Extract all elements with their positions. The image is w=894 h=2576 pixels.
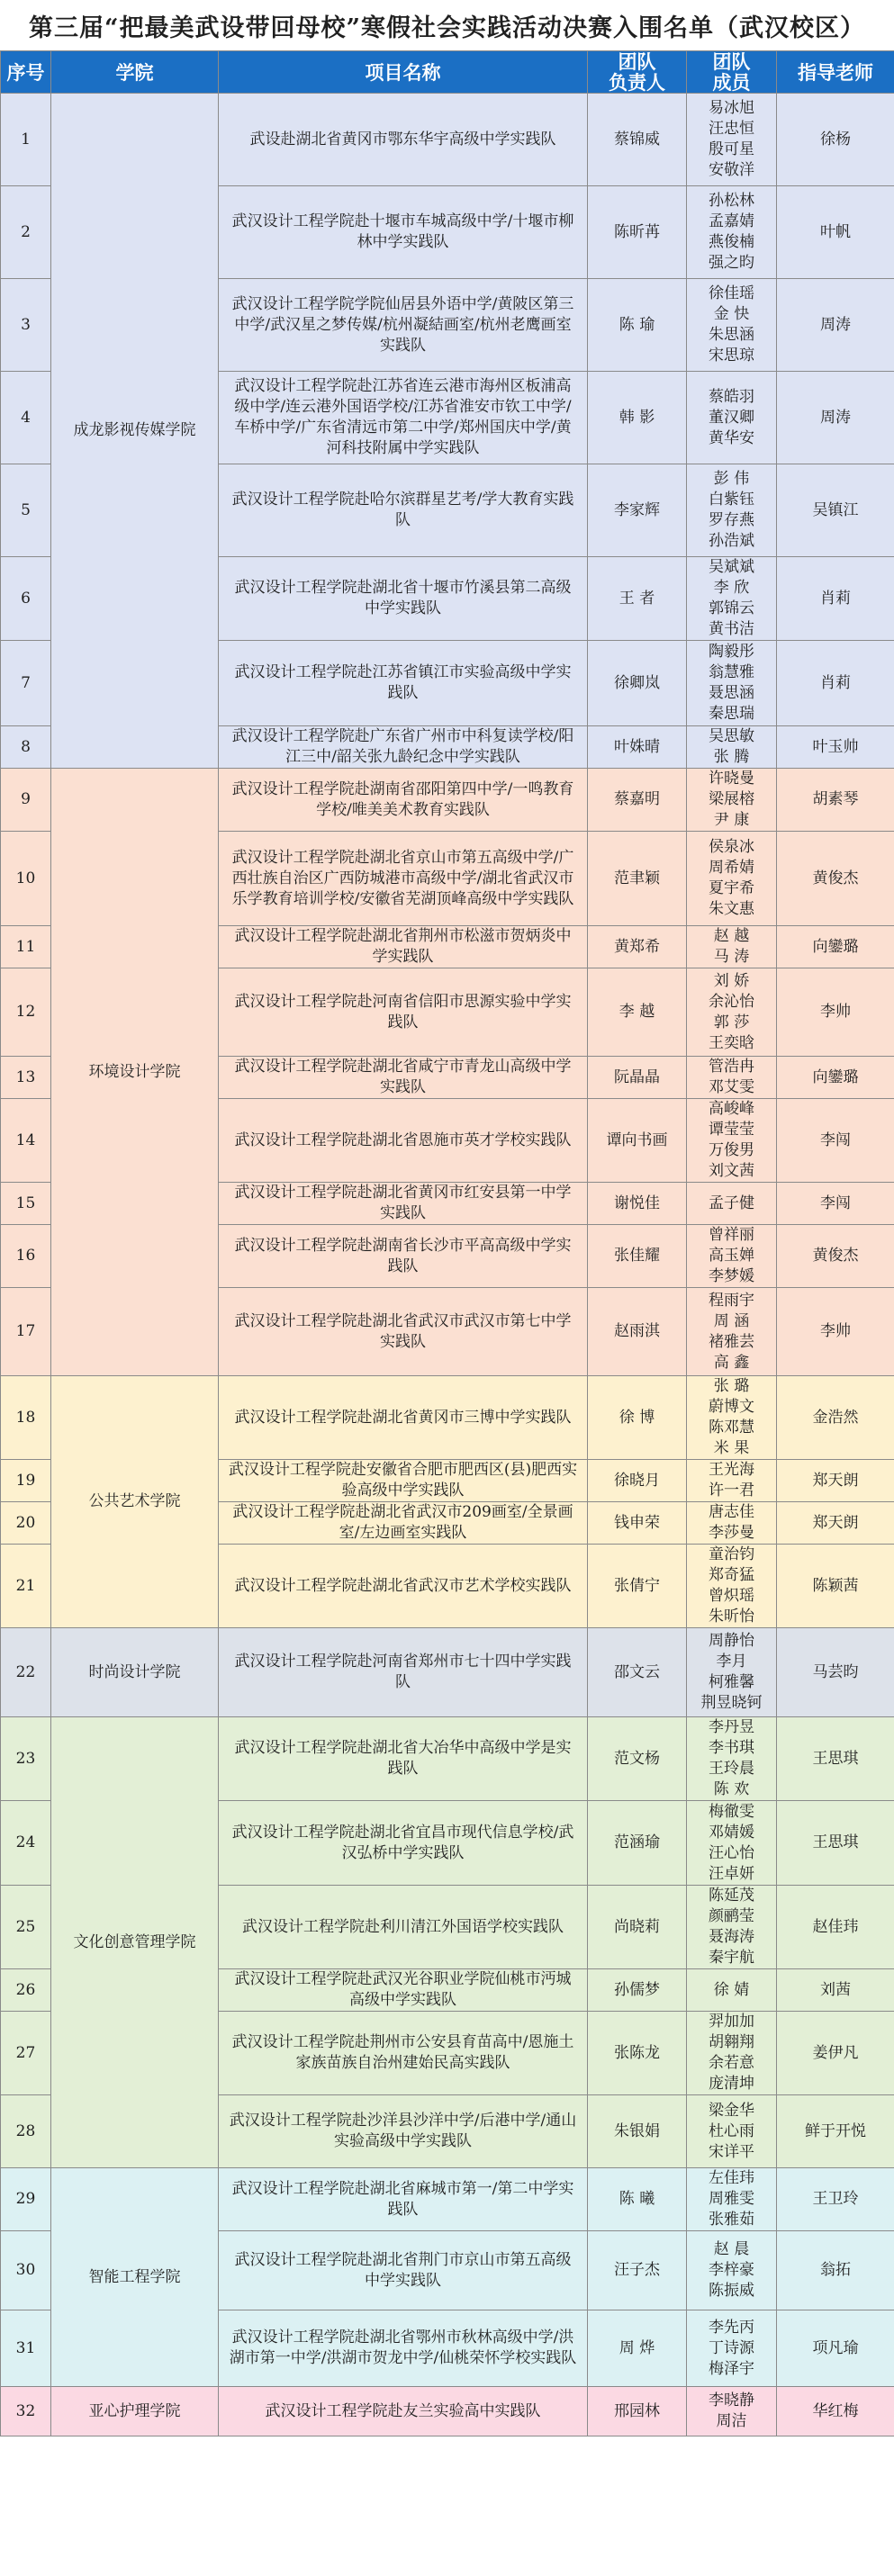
team-members [687,1969,777,2012]
member-name: 唐志佳 [709,1503,754,1521]
teacher-name: 黄俊杰 [777,832,894,926]
project-name: 武汉设计工程学院赴湖北省咸宁市青龙山高级中学实践队 [219,1057,588,1099]
member-name: 宋思琼 [709,347,754,365]
member-name: 梅徹雯 [709,1802,754,1821]
table-row [1,1376,894,1460]
member-name: 马 涛 [713,948,750,966]
team-leader: 徐晓月 [588,1460,687,1502]
teacher-name: 金浩然 [777,1376,894,1460]
team-leader: 张倩宁 [588,1545,687,1628]
member-name: 孙松林 [709,192,754,210]
teacher-name: 刘茜 [777,1969,894,2012]
project-name: 武汉设计工程学院赴安徽省合肥市肥西区(县)肥西实验高级中学实践队 [219,1460,588,1502]
teacher-name: 叶玉帅 [777,726,894,769]
project-name: 武汉设计工程学院赴湖北省大冶华中高级中学是实践队 [219,1717,588,1801]
member-name: 李 欣 [713,579,750,597]
header-teacher: 指导老师 [777,51,894,94]
project-name: 武汉设计工程学院赴湖北省黄冈市三博中学实践队 [219,1376,588,1460]
teacher-name: 华红梅 [777,2387,894,2436]
member-name: 梁金华 [709,2101,754,2120]
member-name: 聂海涛 [709,1928,754,1946]
member-name: 谭莹莹 [709,1121,754,1139]
member-name: 朱昕怡 [709,1608,754,1626]
team-leader: 孙儒梦 [588,1969,687,2012]
teacher-name: 赵佳玮 [777,1886,894,1969]
row-number: 23 [1,1717,51,1801]
member-name: 徐 婧 [713,1980,750,1999]
member-name: 宋详平 [709,2142,754,2161]
teacher-name: 郑天朗 [777,1502,894,1545]
team-members [687,1225,777,1288]
teacher-name: 陈颖茜 [777,1545,894,1628]
team-leader: 黄郑希 [588,926,687,968]
team-members [687,769,777,832]
teacher-name: 肖莉 [777,641,894,726]
member-name: 王奕晗 [709,1033,754,1052]
teacher-name: 王卫玲 [777,2168,894,2231]
member-name: 周静怡 [709,1632,754,1650]
teacher-name: 李闯 [777,1183,894,1225]
member-name: 王光海 [709,1461,754,1479]
teacher-name: 叶帆 [777,186,894,279]
member-name: 汪忠恒 [709,120,754,138]
college-name: 文化创意管理学院 [51,1717,219,2168]
project-name: 武设赴湖北省黄冈市鄂东华宇高级中学实践队 [219,94,588,186]
team-leader: 邵文云 [588,1628,687,1717]
row-number: 20 [1,1502,51,1545]
project-name: 武汉设计工程学院赴湖北省宜昌市现代信息学校/武汉弘桥中学实践队 [219,1801,588,1886]
member-name: 左佳玮 [709,2169,754,2187]
member-name: 许晓曼 [709,770,754,788]
team-leader: 赵雨淇 [588,1288,687,1376]
team-members [687,1801,777,1886]
project-name: 武汉设计工程学院赴利川清江外国语学校实践队 [219,1886,588,1969]
member-name: 羿加加 [709,2013,754,2031]
college-name: 时尚设计学院 [51,1628,219,1717]
college-name: 公共艺术学院 [51,1376,219,1628]
team-members [687,2168,777,2231]
member-name: 刘文茜 [709,1162,754,1180]
project-name: 武汉设计工程学院赴湖南省长沙市平高高级中学实践队 [219,1225,588,1288]
member-name: 刘 娇 [713,971,750,990]
member-name: 童治钧 [709,1545,754,1563]
project-name: 武汉设计工程学院赴哈尔滨群星艺考/学大教育实践队 [219,464,588,557]
member-name: 周希婧 [709,859,754,877]
team-leader: 陈 曦 [588,2168,687,2231]
project-name: 武汉设计工程学院赴湖北省武汉市武汉市第七中学实践队 [219,1288,588,1376]
row-number: 4 [1,372,51,464]
team-members [687,2095,777,2168]
teacher-name: 吴镇江 [777,464,894,557]
college-name: 智能工程学院 [51,2168,219,2387]
member-name: 侯泉冰 [709,838,754,856]
teacher-name: 胡素琴 [777,769,894,832]
row-number: 24 [1,1801,51,1886]
college-name: 环境设计学院 [51,769,219,1376]
team-members [687,1628,777,1717]
project-name: 武汉设计工程学院赴湖北省黄冈市红安县第一中学实践队 [219,1183,588,1225]
teacher-name: 周涛 [777,372,894,464]
team-leader: 范涵瑜 [588,1801,687,1886]
teacher-name: 马芸昀 [777,1628,894,1717]
member-name: 蔚博文 [709,1398,754,1416]
row-number: 25 [1,1886,51,1969]
member-name: 罗存燕 [709,511,754,529]
member-name: 张雅茹 [709,2211,754,2229]
row-number: 30 [1,2231,51,2310]
row-number: 26 [1,1969,51,2012]
member-name: 李先丙 [709,2318,754,2337]
team-members [687,1886,777,1969]
member-name: 黄书洁 [709,620,754,638]
teacher-name: 肖莉 [777,557,894,641]
team-members [687,1057,777,1099]
college-name: 亚心护理学院 [51,2387,219,2436]
team-members [687,2231,777,2310]
member-name: 颜鹂莹 [709,1907,754,1925]
team-members [687,832,777,926]
member-name: 聂思涵 [709,684,754,702]
row-number: 5 [1,464,51,557]
member-name: 夏宇希 [709,879,754,897]
project-name: 武汉设计工程学院赴友兰实验高中实践队 [219,2387,588,2436]
team-members [687,557,777,641]
team-leader: 邢园林 [588,2387,687,2436]
project-name: 武汉设计工程学院赴湖北省武汉市艺术学校实践队 [219,1545,588,1628]
member-name: 易冰旭 [709,99,754,117]
project-name: 武汉设计工程学院赴湖北省荆门市京山市第五高级中学实践队 [219,2231,588,2310]
member-name: 邓婧媛 [709,1823,754,1842]
team-leader: 周 烨 [588,2310,687,2387]
member-name: 米 果 [713,1439,750,1457]
member-name: 陈振威 [709,2282,754,2300]
member-name: 杜心雨 [709,2121,754,2140]
team-members [687,2387,777,2436]
team-leader: 张佳耀 [588,1225,687,1288]
team-leader: 徐 博 [588,1376,687,1460]
teacher-name: 翁拓 [777,2231,894,2310]
teacher-name: 郑天朗 [777,1460,894,1502]
header-no: 序号 [1,51,51,94]
row-number: 21 [1,1545,51,1628]
table-row [1,1628,894,1717]
member-name: 黄华安 [709,428,754,447]
project-name: 武汉设计工程学院赴荆州市公安县育苗高中/恩施土家族苗族自治州建始民高实践队 [219,2012,588,2095]
member-name: 柯雅馨 [709,1673,754,1691]
row-number: 1 [1,94,51,186]
row-number: 27 [1,2012,51,2095]
project-name: 武汉设计工程学院赴广东省广州市中科复读学校/阳江三中/韶关张九龄纪念中学实践队 [219,726,588,769]
team-members [687,2310,777,2387]
member-name: 秦宇航 [709,1949,754,1967]
team-members [687,186,777,279]
table-header-row [1,51,894,94]
project-name: 武汉设计工程学院赴江苏省镇江市实验高级中学实践队 [219,641,588,726]
team-members [687,1376,777,1460]
row-number: 7 [1,641,51,726]
header-college: 学院 [51,51,219,94]
member-name: 周雅雯 [709,2190,754,2208]
member-name: 孟嘉婧 [709,212,754,230]
table-body [1,94,894,2436]
team-members [687,372,777,464]
member-name: 郑奇猛 [709,1566,754,1584]
team-members [687,968,777,1057]
row-number: 19 [1,1460,51,1502]
team-members [687,1288,777,1376]
team-members [687,1183,777,1225]
member-name: 强之昀 [709,254,754,272]
project-name: 武汉设计工程学院赴湖北省十堰市竹溪县第二高级中学实践队 [219,557,588,641]
member-name: 褚雅芸 [709,1332,754,1351]
project-name: 武汉设计工程学院赴武汉光谷职业学院仙桃市沔城高级中学实践队 [219,1969,588,2012]
row-number: 11 [1,926,51,968]
member-name: 周 涵 [713,1311,750,1330]
member-name: 许一君 [709,1482,754,1500]
member-name: 高玉婵 [709,1247,754,1265]
project-name: 武汉设计工程学院赴湖南省邵阳第四中学/一鸣教育学校/唯美美术教育实践队 [219,769,588,832]
teacher-name: 姜伊凡 [777,2012,894,2095]
project-name: 武汉设计工程学院赴沙洋县沙洋中学/后港中学/通山实验高级中学实践队 [219,2095,588,2168]
member-name: 赵 越 [713,927,750,945]
row-number: 6 [1,557,51,641]
member-name: 梅泽宇 [709,2359,754,2378]
row-number: 32 [1,2387,51,2436]
team-leader: 阮晶晶 [588,1057,687,1099]
team-leader: 李家辉 [588,464,687,557]
member-name: 陈延茂 [709,1887,754,1905]
row-number: 10 [1,832,51,926]
row-number: 12 [1,968,51,1057]
team-leader: 李 越 [588,968,687,1057]
teacher-name: 鲜于开悦 [777,2095,894,2168]
teacher-name: 向鑾璐 [777,926,894,968]
member-name: 高 鑫 [713,1353,750,1372]
member-name: 孟子健 [709,1193,754,1212]
member-name: 陈邓慧 [709,1419,754,1437]
team-members [687,926,777,968]
member-name: 梁展榕 [709,790,754,808]
member-name: 金 快 [713,305,750,323]
member-name: 蔡皓羽 [709,387,754,406]
teacher-name: 李帅 [777,968,894,1057]
row-number: 22 [1,1628,51,1717]
member-name: 安敬洋 [709,161,754,179]
team-leader: 范文杨 [588,1717,687,1801]
member-name: 王玲晨 [709,1760,754,1778]
team-leader: 徐卿岚 [588,641,687,726]
page-title: 第三届“把最美武设带回母校”寒假社会实践活动决赛入围名单（武汉校区） [28,14,866,42]
project-name: 武汉设计工程学院赴河南省郑州市七十四中学实践队 [219,1628,588,1717]
team-leader: 陈昕苒 [588,186,687,279]
team-members [687,1502,777,1545]
team-members [687,279,777,372]
member-name: 胡翱翔 [709,2033,754,2051]
team-members [687,94,777,186]
teacher-name: 项凡瑜 [777,2310,894,2387]
member-name: 郭 莎 [713,1013,750,1031]
member-name: 程雨宇 [709,1291,754,1310]
project-name: 武汉设计工程学院赴河南省信阳市思源实验中学实践队 [219,968,588,1057]
row-number: 17 [1,1288,51,1376]
member-name: 李莎曼 [709,1524,754,1542]
member-name: 庞清坤 [709,2075,754,2093]
teacher-name: 向鑾璐 [777,1057,894,1099]
member-name: 邓艾雯 [709,1078,754,1096]
team-leader: 朱银娟 [588,2095,687,2168]
table-row [1,769,894,832]
header-leader: 团队 负责人 [588,51,687,94]
member-name: 张 腾 [713,748,750,766]
team-members [687,1545,777,1628]
member-name: 郭锦云 [709,599,754,617]
team-leader: 叶姝晴 [588,726,687,769]
row-number: 9 [1,769,51,832]
member-name: 孙浩斌 [709,532,754,550]
teacher-name: 李闯 [777,1099,894,1183]
team-leader: 谭向书画 [588,1099,687,1183]
header-project: 项目名称 [219,51,588,94]
header-members: 团队 成员 [687,51,777,94]
team-members [687,2012,777,2095]
member-name: 尹 康 [713,811,750,829]
team-leader: 钱申荣 [588,1502,687,1545]
member-name: 陶毅彤 [709,643,754,661]
team-leader: 蔡锦威 [588,94,687,186]
row-number: 14 [1,1099,51,1183]
member-name: 陈 欢 [713,1780,750,1798]
row-number: 3 [1,279,51,372]
table-row [1,2168,894,2231]
member-name: 殷可星 [709,140,754,158]
project-name: 武汉设计工程学院赴湖北省荆州市松滋市贺炳炎中学实践队 [219,926,588,968]
row-number: 2 [1,186,51,279]
member-name: 董汉卿 [709,408,754,427]
teacher-name: 李帅 [777,1288,894,1376]
member-name: 李梓豪 [709,2261,754,2279]
team-leader: 蔡嘉明 [588,769,687,832]
member-name: 汪卓妍 [709,1864,754,1883]
team-leader: 王 者 [588,557,687,641]
teacher-name: 徐杨 [777,94,894,186]
member-name: 高峻峰 [709,1100,754,1118]
row-number: 15 [1,1183,51,1225]
member-name: 余沁怡 [709,992,754,1011]
member-name: 吴斌斌 [709,558,754,576]
team-members [687,1460,777,1502]
college-name: 成龙影视传媒学院 [51,94,219,769]
teacher-name: 黄俊杰 [777,1225,894,1288]
member-name: 李书琪 [709,1739,754,1757]
row-number: 8 [1,726,51,769]
member-name: 曾炽瑶 [709,1587,754,1605]
member-name: 秦思瑞 [709,705,754,723]
member-name: 管浩冉 [709,1058,754,1076]
project-name: 武汉设计工程学院赴湖北省鄂州市秋林高级中学/洪湖市第一中学/洪湖市贺龙中学/仙桃荣怀学校实践队 [219,2310,588,2387]
member-name: 李晓静 [709,2391,754,2409]
row-number: 31 [1,2310,51,2387]
team-members [687,1717,777,1801]
project-name: 武汉设计工程学院赴湖北省麻城市第一/第二中学实践队 [219,2168,588,2231]
member-name: 周洁 [716,2412,747,2430]
team-members [687,1099,777,1183]
member-name: 朱文惠 [709,900,754,918]
member-name: 李梦媛 [709,1267,754,1285]
member-name: 赵 晨 [713,2240,750,2258]
row-number: 18 [1,1376,51,1460]
member-name: 余若意 [709,2054,754,2072]
team-leader: 范聿颖 [588,832,687,926]
member-name: 彭 伟 [713,470,750,488]
team-members [687,726,777,769]
member-name: 丁诗源 [709,2338,754,2357]
team-leader: 尚晓莉 [588,1886,687,1969]
project-name: 武汉设计工程学院赴十堰市车城高级中学/十堰市柳林中学实践队 [219,186,588,279]
project-name: 武汉设计工程学院学院仙居县外语中学/黄陂区第三中学/武汉星之梦传媒/杭州凝結画室/杭州老鹰画室实践队 [219,279,588,372]
member-name: 徐佳瑶 [709,284,754,302]
team-leader: 汪子杰 [588,2231,687,2310]
project-name: 武汉设计工程学院赴湖北省京山市第五高级中学/广西壮族自治区广西防城港市高级中学/湖北省武汉市乐学教育培训学校/安徽省芜湖顶峰高级中学实践队 [219,832,588,926]
member-name: 朱思涵 [709,326,754,344]
member-name: 翁慧雅 [709,663,754,681]
finalist-table [0,50,894,2436]
member-name: 荆昱晓钶 [700,1694,763,1712]
member-name: 燕俊楠 [709,233,754,251]
member-name: 白紫钰 [709,491,754,509]
table-row [1,1717,894,1801]
table-row [1,2387,894,2436]
team-members [687,464,777,557]
team-leader: 韩 影 [588,372,687,464]
project-name: 武汉设计工程学院赴江苏省连云港市海州区板浦高级中学/连云港外国语学校/江苏省淮安市钦工中学/车桥中学/广东省清远市第二中学/郑州国庆中学/黄河科技附属中学实践队 [219,372,588,464]
team-members [687,641,777,726]
member-name: 汪心怡 [709,1843,754,1862]
row-number: 29 [1,2168,51,2231]
project-name: 武汉设计工程学院赴湖北省武汉市209画室/全景画室/左边画室实践队 [219,1502,588,1545]
team-leader: 陈 瑜 [588,279,687,372]
member-name: 李月 [716,1653,747,1671]
team-leader: 张陈龙 [588,2012,687,2095]
member-name: 李丹昱 [709,1718,754,1736]
row-number: 16 [1,1225,51,1288]
row-number: 28 [1,2095,51,2168]
member-name: 张 璐 [713,1377,750,1395]
member-name: 万俊男 [709,1141,754,1159]
table-row [1,94,894,186]
row-number: 13 [1,1057,51,1099]
team-leader: 谢悦佳 [588,1183,687,1225]
teacher-name: 周涛 [777,279,894,372]
teacher-name: 王思琪 [777,1717,894,1801]
member-name: 曾祥丽 [709,1226,754,1244]
member-name: 吴思敏 [709,727,754,745]
project-name: 武汉设计工程学院赴湖北省恩施市英才学校实践队 [219,1099,588,1183]
teacher-name: 王思琪 [777,1801,894,1886]
